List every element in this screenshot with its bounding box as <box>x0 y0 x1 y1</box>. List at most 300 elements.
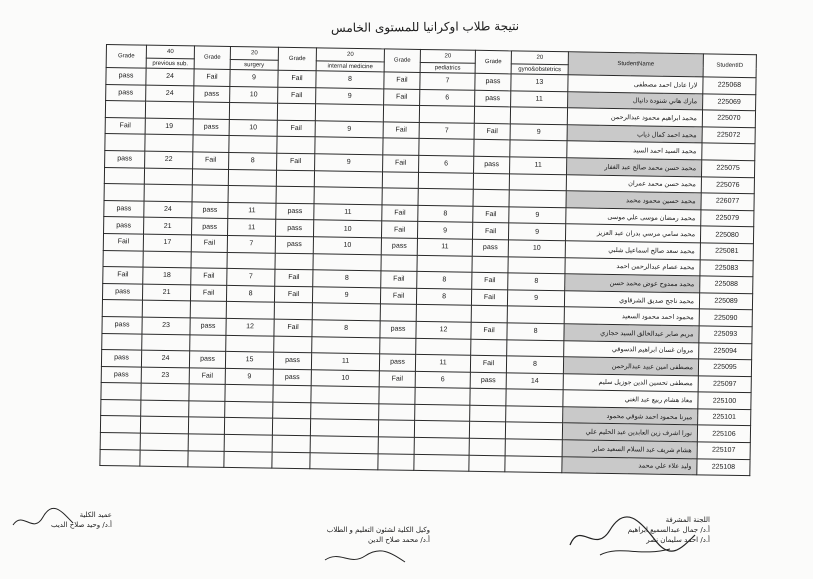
score-gyn: 14 <box>506 373 563 390</box>
student-name: محمد السيد احمد السيد <box>567 141 702 160</box>
grade-previous <box>100 449 140 466</box>
grade-pediatrics <box>378 453 414 470</box>
score-internal: 10 <box>313 237 381 255</box>
vice-dean-name: أ.د/ محمد صلاح الدين <box>368 536 430 544</box>
student-id: 225106 <box>697 425 750 442</box>
grade-pediatrics: pass <box>380 321 416 338</box>
score-previous <box>144 168 192 185</box>
score-gyn <box>508 256 565 273</box>
grade-internal <box>273 402 311 419</box>
grade-gyn <box>471 306 507 323</box>
student-id: 225097 <box>698 376 751 393</box>
score-internal: 8 <box>313 270 381 288</box>
header-surgery-name: surgery <box>230 59 278 70</box>
score-internal <box>314 187 382 205</box>
score-internal: 9 <box>312 286 380 304</box>
header-pediatrics-name: pediatrics <box>420 62 475 73</box>
student-name: محمد حسين محمود محمد <box>566 191 701 210</box>
score-surgery: 12 <box>226 318 274 335</box>
header-gyn-name: gyno&obstetrics <box>511 64 568 75</box>
score-previous <box>142 334 190 351</box>
score-surgery: 10 <box>230 86 278 103</box>
score-pediatrics: 6 <box>419 155 474 172</box>
grade-gyn: Fail <box>471 322 507 339</box>
student-id: 225088 <box>700 276 753 293</box>
student-id: 225068 <box>703 77 756 94</box>
score-internal <box>312 303 380 321</box>
student-id <box>702 143 755 160</box>
score-previous: 24 <box>144 201 192 218</box>
grade-gyn <box>472 256 508 273</box>
score-surgery <box>229 136 277 153</box>
score-surgery: 11 <box>228 219 276 236</box>
score-surgery: 7 <box>227 235 275 252</box>
grade-pediatrics <box>383 138 419 155</box>
score-gyn <box>510 107 567 124</box>
header-student-id: StudentID <box>703 54 756 78</box>
grade-pediatrics <box>382 188 418 205</box>
score-previous <box>145 135 193 152</box>
score-internal: 9 <box>315 121 383 139</box>
student-id: 225083 <box>700 259 753 276</box>
score-gyn: 8 <box>506 356 563 373</box>
score-previous <box>143 251 191 268</box>
document-title: نتيجة طلاب اوكرانيا للمستوى الخامس <box>330 19 520 35</box>
grade-previous <box>102 300 142 317</box>
score-pediatrics: 11 <box>417 238 472 255</box>
grade-pediatrics: Fail <box>381 271 417 288</box>
grade-gyn: Fail <box>472 223 508 240</box>
score-previous: 19 <box>145 118 193 135</box>
score-surgery: 8 <box>226 285 274 302</box>
student-id: 225095 <box>698 359 751 376</box>
score-previous: 17 <box>143 234 191 251</box>
student-id: 225100 <box>698 392 751 409</box>
grade-previous <box>102 333 142 350</box>
grade-pediatrics <box>381 254 417 271</box>
grade-previous <box>100 416 140 433</box>
grade-surgery <box>188 450 224 467</box>
grade-surgery <box>193 102 229 119</box>
score-previous <box>140 417 188 434</box>
grade-internal <box>272 435 310 452</box>
header-grade-pediatrics: Grade <box>384 49 420 73</box>
grade-internal <box>274 336 312 353</box>
committee-signature-scribble <box>560 515 700 560</box>
score-previous: 24 <box>146 68 194 85</box>
grade-surgery: pass <box>193 119 229 136</box>
score-previous <box>140 433 188 450</box>
score-previous: 18 <box>143 267 191 284</box>
score-gyn: 9 <box>508 223 565 240</box>
header-gyn-max: 20 <box>511 51 568 65</box>
grade-surgery <box>192 168 228 185</box>
score-surgery: 9 <box>225 368 273 385</box>
grade-surgery: pass <box>194 85 230 102</box>
grade-internal <box>274 302 312 319</box>
score-gyn <box>507 306 564 323</box>
grade-surgery: Fail <box>194 69 230 86</box>
score-pediatrics: 8 <box>416 288 471 305</box>
grade-gyn: Fail <box>474 123 510 140</box>
grade-internal: Fail <box>278 87 316 104</box>
grade-gyn: Fail <box>471 289 507 306</box>
grade-surgery: pass <box>192 218 228 235</box>
grade-pediatrics <box>380 304 416 321</box>
score-pediatrics <box>417 255 472 272</box>
results-table-wrapper <box>99 44 757 476</box>
score-internal <box>310 452 378 470</box>
score-gyn: 9 <box>507 290 564 307</box>
dean-title: عميد الكلية <box>79 511 112 519</box>
student-id: 225090 <box>699 309 752 326</box>
score-pediatrics <box>414 437 469 454</box>
grade-gyn: pass <box>472 239 508 256</box>
score-surgery: 15 <box>225 352 273 369</box>
grade-pediatrics <box>379 387 415 404</box>
score-gyn: 9 <box>510 124 567 141</box>
score-gyn: 9 <box>509 207 566 224</box>
score-internal: 11 <box>311 353 379 371</box>
grade-internal: Fail <box>274 319 312 336</box>
score-previous: 21 <box>142 284 190 301</box>
score-pediatrics <box>419 139 474 156</box>
student-name: محمد حسن محمد عمران <box>566 174 701 193</box>
student-id: 225107 <box>697 442 750 459</box>
student-name: مروان غسان ابراهيم الدسوقي <box>564 340 699 359</box>
grade-surgery <box>189 401 225 418</box>
student-name: محمد ابراهيم محمود عبدالرحمن <box>567 108 702 127</box>
grade-pediatrics: Fail <box>381 221 417 238</box>
vice-dean-signature-block <box>300 525 430 545</box>
student-name: وليد علاء علي محمد <box>562 456 697 475</box>
grade-previous: pass <box>106 68 146 85</box>
score-gyn <box>505 455 562 472</box>
student-id: 225072 <box>702 127 755 144</box>
committee-title: اللجنة المشرفة <box>665 516 710 524</box>
header-previous-name: previous sub. <box>146 58 194 69</box>
score-pediatrics: 7 <box>420 72 475 89</box>
score-surgery <box>225 385 273 402</box>
student-id: 225093 <box>699 326 752 343</box>
score-internal: 11 <box>314 204 382 222</box>
student-name: محمد ممدوح عوض محمد حسن <box>565 274 700 293</box>
grade-internal <box>275 253 313 270</box>
committee-member-2: أ.د/ احمد سليمان نصر <box>646 536 710 544</box>
grade-gyn <box>469 422 505 439</box>
score-gyn <box>507 339 564 356</box>
score-internal <box>315 104 383 122</box>
score-surgery: 7 <box>227 269 275 286</box>
score-pediatrics: 11 <box>415 354 470 371</box>
header-pediatrics-max: 20 <box>420 49 475 63</box>
grade-internal <box>276 170 314 187</box>
grade-pediatrics <box>382 171 418 188</box>
score-previous: 21 <box>144 217 192 234</box>
score-pediatrics: 8 <box>417 272 472 289</box>
score-previous: 23 <box>141 367 189 384</box>
score-gyn <box>506 389 563 406</box>
grade-internal <box>273 385 311 402</box>
grade-internal: Fail <box>274 286 312 303</box>
score-surgery <box>229 103 277 120</box>
grade-internal: pass <box>273 369 311 386</box>
score-previous <box>141 383 189 400</box>
score-pediatrics <box>415 404 470 421</box>
grade-gyn <box>470 405 506 422</box>
score-internal <box>311 386 379 404</box>
score-gyn <box>509 190 566 207</box>
score-pediatrics <box>419 106 474 123</box>
grade-previous: Fail <box>103 267 143 284</box>
score-previous: 24 <box>146 85 194 102</box>
student-name: محمود احمد محمود السعيد <box>564 307 699 326</box>
score-gyn <box>510 140 567 157</box>
grade-previous: pass <box>104 200 144 217</box>
grade-previous <box>103 250 143 267</box>
student-id: 225089 <box>699 293 752 310</box>
header-grade-surgery: Grade <box>194 46 230 70</box>
grade-previous: Fail <box>103 233 143 250</box>
grade-gyn <box>473 173 509 190</box>
score-surgery: 8 <box>229 152 277 169</box>
score-surgery <box>228 186 276 203</box>
score-gyn <box>506 406 563 423</box>
score-pediatrics: 7 <box>419 122 474 139</box>
student-id: 225076 <box>701 176 754 193</box>
student-id: 225069 <box>703 93 756 110</box>
grade-gyn <box>473 189 509 206</box>
student-name: مصطفى امين عبيد عبدالرحمن <box>563 357 698 376</box>
grade-surgery: pass <box>190 318 226 335</box>
grade-internal: pass <box>273 352 311 369</box>
score-internal <box>314 170 382 188</box>
score-internal: 8 <box>312 320 380 338</box>
student-name: مصطفى تحسين الدين جوزيل سليم <box>563 373 698 392</box>
score-gyn: 11 <box>510 157 567 174</box>
student-name: محمد رمضان موسى علي موسى <box>566 207 701 226</box>
score-surgery <box>226 335 274 352</box>
score-previous: 23 <box>142 317 190 334</box>
grade-pediatrics: pass <box>381 238 417 255</box>
grade-pediatrics: Fail <box>382 205 418 222</box>
student-name: هشام شريف عبد السلام السعيد صابر <box>562 440 697 459</box>
grade-previous: pass <box>101 350 141 367</box>
grade-previous <box>101 399 141 416</box>
grade-surgery: Fail <box>190 285 226 302</box>
grade-gyn <box>470 389 506 406</box>
grade-gyn <box>474 106 510 123</box>
grade-surgery <box>188 417 224 434</box>
grade-previous <box>100 433 140 450</box>
grade-pediatrics: pass <box>379 354 415 371</box>
score-surgery <box>224 451 272 468</box>
score-gyn: 8 <box>507 323 564 340</box>
score-internal <box>313 253 381 271</box>
score-surgery <box>228 169 276 186</box>
header-internal-max: 20 <box>316 48 384 62</box>
grade-surgery <box>191 251 227 268</box>
score-pediatrics <box>416 305 471 322</box>
grade-internal <box>276 186 314 203</box>
grade-previous: pass <box>106 84 146 101</box>
student-id: 225081 <box>700 243 753 260</box>
grade-pediatrics: Fail <box>384 88 420 105</box>
score-previous <box>144 184 192 201</box>
score-internal: 9 <box>315 154 383 172</box>
score-gyn: 13 <box>511 74 568 91</box>
grade-surgery: Fail <box>191 268 227 285</box>
score-pediatrics <box>418 189 473 206</box>
dean-name: أ.د/ وحيد صلاح الديب <box>50 521 112 529</box>
grade-gyn: pass <box>475 73 511 90</box>
student-id: 225094 <box>699 342 752 359</box>
grade-gyn <box>471 339 507 356</box>
student-id: 225075 <box>701 160 754 177</box>
grade-internal <box>277 103 315 120</box>
grade-surgery <box>193 135 229 152</box>
score-pediatrics <box>418 172 473 189</box>
score-internal: 9 <box>316 87 384 105</box>
grade-pediatrics <box>383 105 419 122</box>
score-internal <box>311 403 379 421</box>
grade-surgery: pass <box>192 202 228 219</box>
score-gyn: 8 <box>508 273 565 290</box>
student-name: محمد سامي مرسي بدران عبد العزيز <box>565 224 700 243</box>
score-surgery <box>225 401 273 418</box>
vice-dean-signature-scribble <box>320 548 410 568</box>
grade-pediatrics: Fail <box>380 288 416 305</box>
student-name: نورا اشرف زين العابدين عبد الحليم علي <box>562 423 697 442</box>
score-previous <box>141 400 189 417</box>
grade-internal <box>277 137 315 154</box>
header-surgery-max: 20 <box>230 46 278 60</box>
grade-previous <box>104 167 144 184</box>
grade-internal: pass <box>275 236 313 253</box>
grade-pediatrics: Fail <box>383 122 419 139</box>
student-id: 225080 <box>700 226 753 243</box>
grade-surgery <box>192 185 228 202</box>
student-name: محمد احمد كمال ذياب <box>567 125 702 144</box>
student-name: لارا عادل احمد مصطفى <box>568 75 703 94</box>
score-surgery <box>224 434 272 451</box>
student-name: معاذ هشام ربيع عبد الغني <box>563 390 698 409</box>
student-name: مريم صابر عبدالخالق السيد حجازي <box>564 324 699 343</box>
student-name: محمد ناجح صديق الشرقاوي <box>564 290 699 309</box>
grade-pediatrics: Fail <box>379 371 415 388</box>
grade-gyn <box>474 140 510 157</box>
student-id: 225070 <box>702 110 755 127</box>
student-name: مارك هاني شنودة دانيال <box>568 91 703 110</box>
grade-gyn: pass <box>474 156 510 173</box>
student-id: 225101 <box>698 409 751 426</box>
grade-internal <box>272 419 310 436</box>
grade-previous: pass <box>101 366 141 383</box>
student-name: ميرنا محمود احمد شوقي محمود <box>563 407 698 426</box>
score-internal <box>315 137 383 155</box>
score-previous <box>142 300 190 317</box>
score-gyn: 11 <box>511 90 568 107</box>
header-grade-previous: Grade <box>106 45 146 69</box>
score-pediatrics <box>416 338 471 355</box>
grade-previous: pass <box>102 316 142 333</box>
header-internal-name: internal medicine <box>316 61 384 72</box>
score-surgery <box>226 302 274 319</box>
results-table <box>99 44 757 476</box>
score-gyn: 10 <box>508 240 565 257</box>
grade-internal: Fail <box>277 153 315 170</box>
grade-surgery <box>190 301 226 318</box>
score-surgery <box>224 418 272 435</box>
grade-previous <box>105 134 145 151</box>
grade-surgery: Fail <box>189 368 225 385</box>
grade-internal <box>272 452 310 469</box>
grade-surgery: pass <box>189 351 225 368</box>
grade-internal: Fail <box>277 120 315 137</box>
score-gyn <box>505 439 562 456</box>
score-internal: 8 <box>316 71 384 89</box>
student-name: محمد سعد صالح اسماعيل شلبي <box>565 241 700 260</box>
grade-pediatrics <box>380 337 416 354</box>
vice-dean-title: وكيل الكلية لشئون التعليم و الطلاب <box>326 526 430 534</box>
score-pediatrics: 9 <box>417 222 472 239</box>
dean-signature-scribble <box>8 505 78 535</box>
score-internal <box>312 336 380 354</box>
score-previous: 24 <box>141 350 189 367</box>
student-id: 225079 <box>701 210 754 227</box>
grade-previous: pass <box>102 283 142 300</box>
score-surgery: 9 <box>230 69 278 86</box>
student-name: محمد عصام عبدالرحمن احمد <box>565 257 700 276</box>
grade-internal: pass <box>276 220 314 237</box>
grade-internal: Fail <box>278 70 316 87</box>
grade-gyn <box>469 455 505 472</box>
score-internal: 10 <box>313 220 381 238</box>
score-gyn <box>509 173 566 190</box>
header-previous-max: 40 <box>146 45 194 59</box>
results-table-body <box>100 68 756 476</box>
header-grade-internal: Grade <box>278 47 316 71</box>
grade-pediatrics: Fail <box>384 72 420 89</box>
score-pediatrics: 6 <box>415 371 470 388</box>
score-internal <box>310 419 378 437</box>
grade-surgery <box>188 434 224 451</box>
score-surgery: 10 <box>229 119 277 136</box>
score-previous: 22 <box>145 151 193 168</box>
score-pediatrics <box>415 388 470 405</box>
header-grade-gyn: Grade <box>475 50 511 74</box>
score-internal <box>310 436 378 454</box>
student-id: 226077 <box>701 193 754 210</box>
grade-gyn: Fail <box>473 206 509 223</box>
student-name: محمد حسن محمد صالح عبد الغفار <box>567 158 702 177</box>
grade-internal: pass <box>276 203 314 220</box>
grade-pediatrics: Fail <box>383 155 419 172</box>
header-student-name: StudentName <box>568 52 703 77</box>
score-pediatrics <box>414 421 469 438</box>
score-pediatrics: 12 <box>416 321 471 338</box>
grade-previous: pass <box>104 217 144 234</box>
score-gyn <box>505 422 562 439</box>
grade-gyn: pass <box>475 90 511 107</box>
grade-internal: Fail <box>275 269 313 286</box>
grade-gyn: pass <box>470 372 506 389</box>
score-internal: 10 <box>311 369 379 387</box>
score-previous <box>145 101 193 118</box>
grade-previous: Fail <box>105 117 145 134</box>
committee-member-1: أ.د/ جمال عبدالسميع ابراهيم <box>627 526 710 534</box>
student-id: 225108 <box>697 458 750 475</box>
